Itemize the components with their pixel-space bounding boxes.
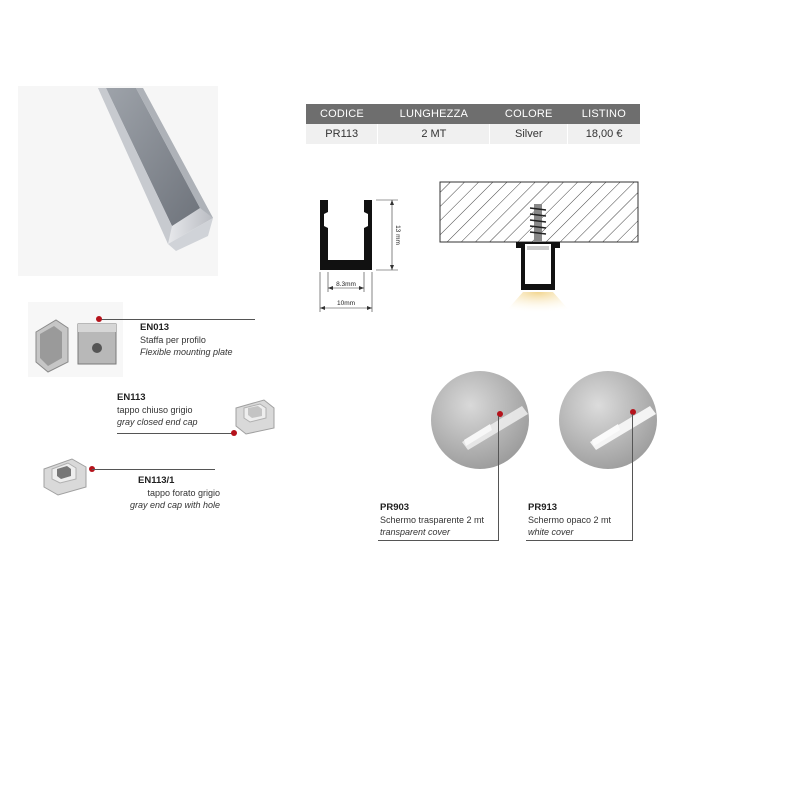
en013-leader bbox=[100, 319, 255, 320]
accessory-en013 bbox=[140, 322, 233, 358]
accessory-desc-it: Staffa per profilo bbox=[140, 335, 206, 345]
profile-photo bbox=[18, 86, 218, 276]
cover-desc-en: white cover bbox=[528, 527, 574, 537]
cover-pr903 bbox=[380, 502, 484, 538]
cover-desc-en: transparent cover bbox=[380, 527, 451, 537]
accessory-desc-en: gray end cap with hole bbox=[129, 500, 220, 510]
accessory-code: EN113 bbox=[117, 392, 146, 403]
closed-end-cap-photo bbox=[230, 396, 278, 436]
height-label: 13 mm bbox=[394, 225, 401, 245]
accessory-desc-it: tappo forato grigio bbox=[147, 488, 220, 498]
installation-drawing bbox=[438, 180, 640, 320]
header-lunghezza: LUNGHEZZA bbox=[378, 104, 490, 124]
cover-desc-it: Schermo trasparente 2 mt bbox=[380, 515, 485, 525]
table-header-row bbox=[306, 104, 640, 124]
pr913-leader bbox=[632, 414, 633, 540]
transparent-cover-photo bbox=[430, 370, 530, 470]
accessory-desc-it: tappo chiuso grigio bbox=[117, 405, 193, 415]
cell-codice: PR113 bbox=[306, 124, 378, 144]
cell-colore: Silver bbox=[490, 124, 568, 144]
cell-lunghezza: 2 MT bbox=[378, 124, 490, 144]
cross-section-drawing bbox=[308, 190, 408, 315]
spec-table bbox=[306, 104, 640, 144]
header-codice: CODICE bbox=[306, 104, 378, 124]
pr903-underline bbox=[378, 540, 499, 541]
accessory-desc-en: gray closed end cap bbox=[117, 417, 198, 427]
accessory-desc-en: Flexible mounting plate bbox=[140, 347, 233, 357]
cover-code: PR913 bbox=[528, 502, 558, 513]
pr913-underline bbox=[526, 540, 633, 541]
header-listino: LISTINO bbox=[568, 104, 640, 124]
accessory-en113-1 bbox=[120, 475, 220, 511]
accessory-code: EN113/1 bbox=[138, 475, 175, 486]
en113-leader bbox=[117, 433, 235, 434]
cover-code: PR903 bbox=[380, 502, 410, 513]
mounting-plate-photo bbox=[28, 302, 123, 377]
accessory-code: EN013 bbox=[140, 322, 170, 333]
en113-1-leader bbox=[92, 469, 215, 470]
cell-listino: 18,00 € bbox=[568, 124, 640, 144]
end-cap-hole-photo bbox=[40, 455, 92, 497]
white-cover-photo bbox=[558, 370, 658, 470]
cover-pr913 bbox=[528, 502, 611, 538]
cover-desc-it: Schermo opaco 2 mt bbox=[528, 515, 612, 525]
accessory-en113 bbox=[117, 392, 198, 428]
table-row bbox=[306, 124, 640, 144]
inner-width-label: 8.3mm bbox=[336, 281, 356, 288]
outer-width-label: 10mm bbox=[336, 300, 356, 307]
pr903-leader bbox=[498, 416, 499, 540]
en013-marker bbox=[96, 316, 102, 322]
header-colore: COLORE bbox=[490, 104, 568, 124]
